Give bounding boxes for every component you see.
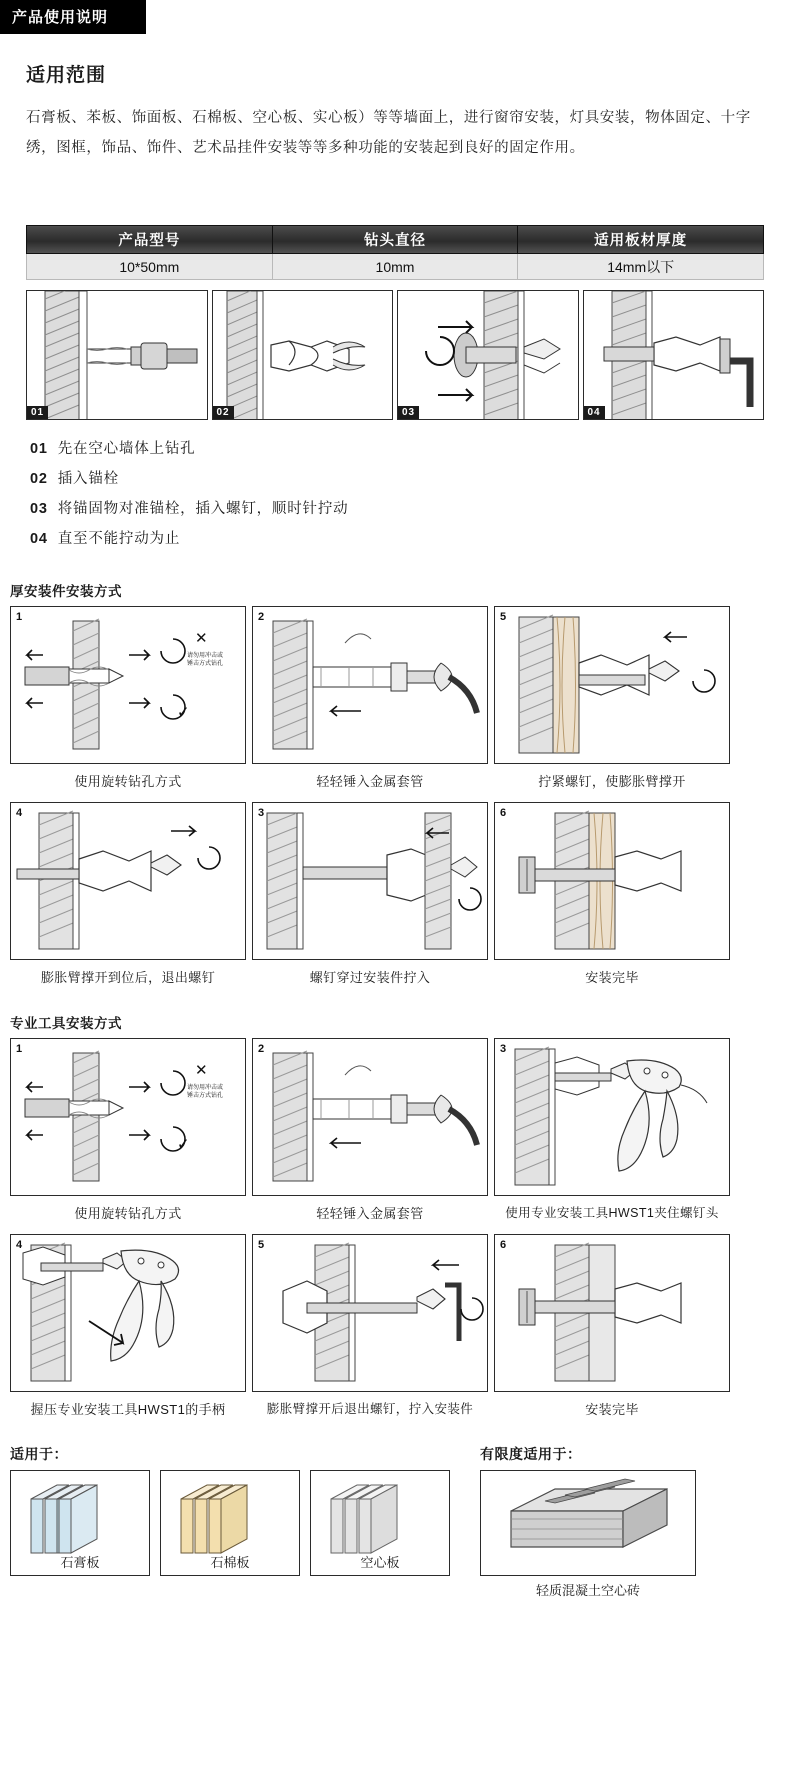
panel-caption: 使用旋转钻孔方式 — [74, 774, 182, 789]
strip-badge-3: 03 — [398, 406, 419, 419]
panel-caption: 螺钉穿过安装件拧入 — [309, 970, 431, 985]
rotary-drilling-illustration — [11, 607, 245, 763]
panel-b5 — [252, 1234, 488, 1418]
strip-badge-4: 04 — [584, 406, 605, 419]
scope-paragraph: 石膏板、苯板、饰面板、石棉板、空心板、实心板）等等墙面上，进行窗帘安装，灯具安装，物体固定、十字绣，图框，饰品、饰件、艺术品挂件安装等等多种功能的安装起到良好的固定作用。 — [26, 110, 751, 156]
header-bar — [0, 0, 790, 34]
panel-number: 5 — [500, 611, 507, 623]
panel-b1 — [10, 1038, 246, 1222]
step-text: 直至不能拧动为止 — [57, 531, 181, 547]
check-mark: ✓ — [177, 704, 190, 721]
cell-model: 10*50mm — [27, 254, 273, 280]
panel-number: 4 — [16, 807, 23, 819]
note-line-2: 锤击方式钻孔 — [187, 1093, 224, 1099]
panel-a2 — [252, 606, 488, 790]
section-a-title: 厚安装件安装方式 — [10, 584, 122, 599]
strip-badge-2: 02 — [213, 406, 234, 419]
panel-number: 2 — [258, 1043, 265, 1055]
step-item — [30, 494, 764, 524]
retract-and-fix-illustration — [253, 1235, 487, 1391]
panel-a3 — [252, 802, 488, 986]
step-text: 将锚固物对准锚栓，插入螺钉，顺时针拧动 — [57, 501, 349, 517]
strip-cell-1 — [26, 290, 208, 420]
panel-number: 4 — [16, 1239, 23, 1251]
panel-caption: 使用专业安装工具HWST1夹住螺钉头 — [505, 1206, 719, 1220]
panel-caption: 安装完毕 — [585, 970, 639, 985]
screw-drive-illustration — [398, 291, 579, 420]
panel-caption-b4 — [10, 1392, 246, 1418]
step-number: 02 — [30, 471, 48, 487]
section-b-title: 专业工具安装方式 — [10, 1016, 122, 1031]
material-asbestos — [160, 1470, 300, 1576]
panel-a6 — [494, 802, 730, 986]
step-number: 01 — [30, 441, 48, 457]
aerated-brick-illustration — [481, 1471, 695, 1575]
material-label: 空心板 — [360, 1555, 400, 1570]
panel-number: 1 — [16, 611, 23, 623]
section-a-row-2 — [10, 802, 780, 986]
check-mark: ✓ — [177, 1136, 190, 1153]
cross-mark: ✕ — [195, 1062, 208, 1079]
panel-caption: 拧紧螺钉，使膨胀臂撑开 — [538, 774, 686, 789]
panel-b2 — [252, 1038, 488, 1222]
material-row — [10, 1470, 480, 1576]
note-line-1: 请勿用冲击或 — [187, 1085, 224, 1091]
scope-section — [0, 34, 790, 163]
panel-number: 6 — [500, 1239, 507, 1251]
panel-number: 1 — [16, 1043, 23, 1055]
col-header-model: 产品型号 — [27, 226, 273, 254]
section-b-row-2 — [10, 1234, 780, 1418]
spec-table — [26, 225, 764, 280]
illustration-strip — [26, 290, 764, 420]
applicable-section — [10, 1444, 780, 1599]
material-hollow — [310, 1470, 450, 1576]
strip-cell-3 — [397, 290, 579, 420]
screw-through-part-illustration — [253, 803, 487, 959]
col-header-drill: 钻头直径 — [272, 226, 518, 254]
step-text: 插入锚栓 — [57, 471, 119, 487]
panel-number: 3 — [500, 1043, 507, 1055]
limited-title: 有限度适用于： — [480, 1446, 582, 1462]
panel-b6 — [494, 1234, 730, 1418]
applicable-right — [480, 1444, 770, 1599]
material-gypsum — [10, 1470, 150, 1576]
panel-number: 3 — [258, 807, 265, 819]
panel-caption: 膨胀臂撑开后退出螺钉，拧入安装件 — [266, 1402, 474, 1416]
numbered-steps — [30, 434, 764, 554]
applicable-title: 适用于： — [10, 1446, 68, 1462]
col-header-thickness: 适用板材厚度 — [518, 226, 764, 254]
retract-screw-illustration — [11, 803, 245, 959]
panel-b3 — [494, 1038, 730, 1222]
step-number: 04 — [30, 531, 48, 547]
hammer-in-sleeve-illustration-2 — [253, 1039, 487, 1195]
limited-label: 轻质混凝土空心砖 — [535, 1583, 640, 1598]
note-line-2: 锤击方式钻孔 — [187, 661, 224, 667]
cross-mark: ✕ — [195, 630, 208, 647]
strip-cell-4 — [583, 290, 765, 420]
step-text: 先在空心墙体上钻孔 — [57, 441, 196, 457]
panel-caption: 安装完毕 — [585, 1402, 639, 1417]
section-b-row-1 — [10, 1038, 780, 1222]
strip-badge-1: 01 — [27, 406, 48, 419]
installation-complete-illustration-2 — [495, 1235, 729, 1391]
applicable-left — [10, 1444, 480, 1599]
panel-caption: 轻轻锤入金属套管 — [316, 774, 424, 789]
installation-complete-illustration — [495, 803, 729, 959]
step-item — [30, 464, 764, 494]
panel-caption: 使用旋转钻孔方式 — [74, 1206, 182, 1221]
scope-heading: 适用范围 — [26, 65, 107, 86]
limited-box — [480, 1470, 696, 1576]
step-item — [30, 434, 764, 464]
table-header-row — [27, 226, 764, 254]
tool-grips-screw-illustration — [495, 1039, 729, 1195]
panel-caption: 轻轻锤入金属套管 — [316, 1206, 424, 1221]
strip-cell-2 — [212, 290, 394, 420]
table-row — [27, 254, 764, 280]
material-label: 石棉板 — [210, 1555, 250, 1570]
drill-hole-illustration — [27, 291, 208, 420]
material-label: 石膏板 — [60, 1555, 100, 1570]
cell-thickness: 14mm以下 — [518, 254, 764, 280]
step-item — [30, 524, 764, 554]
note-line-1: 请勿用冲击或 — [187, 653, 224, 659]
rotary-drilling-illustration-2 — [11, 1039, 245, 1195]
squeeze-tool-handle-illustration — [11, 1235, 245, 1391]
panel-number: 6 — [500, 807, 507, 819]
panel-number: 2 — [258, 611, 265, 623]
panel-a4 — [10, 802, 246, 986]
section-a-row-1 — [10, 606, 780, 790]
anchor-insert-illustration — [213, 291, 394, 420]
panel-a1 — [10, 606, 246, 790]
panel-number: 5 — [258, 1239, 265, 1251]
cell-drill: 10mm — [272, 254, 518, 280]
panel-b4 — [10, 1234, 246, 1418]
panel-a5 — [494, 606, 730, 790]
hammer-in-sleeve-illustration — [253, 607, 487, 763]
spec-table-wrap — [26, 225, 764, 280]
page-title: 产品使用说明 — [0, 0, 146, 34]
tighten-screw-illustration — [495, 607, 729, 763]
panel-caption: 膨胀臂撑开到位后，退出螺钉 — [40, 970, 216, 985]
step-number: 03 — [30, 501, 48, 517]
panel-caption: 握压专业安装工具HWST1的手柄 — [30, 1402, 226, 1417]
finished-illustration — [584, 291, 765, 420]
